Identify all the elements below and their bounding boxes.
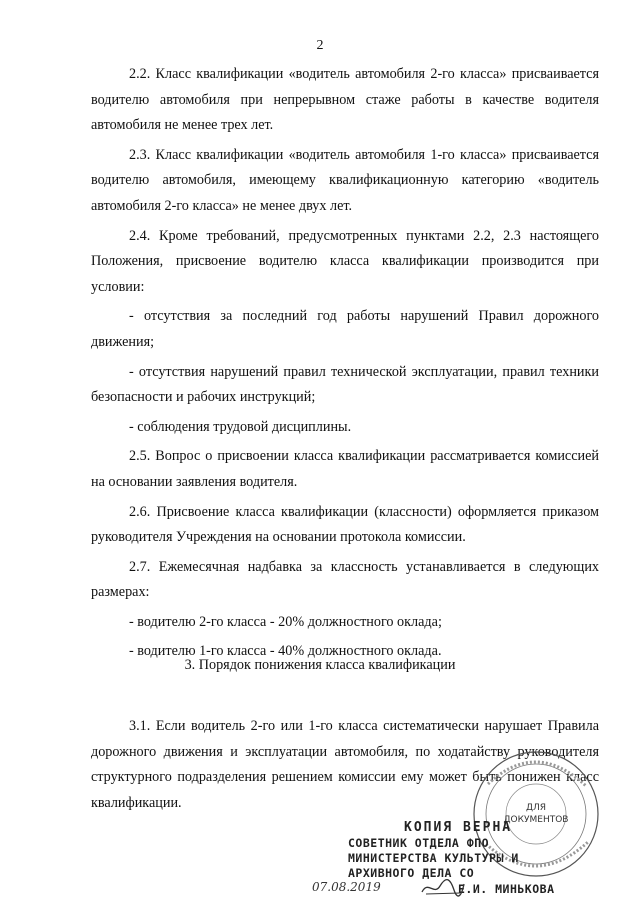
handwritten-date: 07.08.2019 bbox=[312, 880, 381, 894]
stamp-position-line: СОВЕТНИК ОТДЕЛА ФПО bbox=[348, 836, 490, 850]
paragraph-2-2: 2.2. Класс квалификации «водитель автомобиля 2-го класса» присваивается водителю автомобиля при непрерывном стаже работы в качестве водителя автомобиля не менее трех лет. bbox=[91, 66, 599, 134]
list-item: - отсутствия за последний год работы нарушений Правил дорожного движения; bbox=[91, 308, 599, 350]
list-item: - водителю 1-го класса - 40% должностного оклада. bbox=[129, 643, 442, 660]
paragraph-2-3: 2.3. Класс квалификации «водитель автомобиля 1-го класса» присваивается водителю автомобиля, имеющему квалификационную категорию «водитель автомобиля 2-го класса» не менее двух лет. bbox=[91, 146, 599, 214]
paragraph-2-4: 2.4. Кроме требований, предусмотренных пунктами 2.2, 2.3 настоящего Положения, присвоение водителю класса квалификации производится при условии: bbox=[91, 227, 599, 295]
paragraph-2-5: 2.5. Вопрос о присвоении класса квалификации рассматривается комиссией на основании заявления водителя. bbox=[91, 448, 599, 490]
svg-text:ДЛЯ: ДЛЯ bbox=[525, 803, 547, 813]
list-item: - отсутствия нарушений правил технической эксплуатации, правил техники безопасности и рабочих инструкций; bbox=[91, 363, 599, 406]
signature-icon bbox=[420, 876, 466, 898]
paragraph-2-6: 2.6. Присвоение класса квалификации (классности) оформляется приказом руководителя Учреждения на основании протокола комиссии. bbox=[91, 503, 599, 546]
stamp-ministry-line: МИНИСТЕРСТВА КУЛЬТУРЫ И bbox=[348, 851, 519, 865]
stamp-copy-line: КОПИЯ ВЕРНА bbox=[404, 820, 513, 835]
section-title: 3. Порядок понижения класса квалификации bbox=[184, 657, 456, 673]
svg-text:ДОКУМЕНТОВ: ДОКУМЕНТОВ bbox=[503, 815, 569, 825]
page-number: 2 bbox=[316, 38, 324, 53]
paragraph-3-1: 3.1. Если водитель 2-го или 1-го класса систематически нарушает Правила дорожного движения и эксплуатации автомобиля, по ходатайству руководителя структурного подразделения решением комиссии ему может быть понижен класс квалификации. bbox=[91, 718, 599, 811]
paragraph-2-7: 2.7. Ежемесячная надбавка за классность устанавливается в следующих размерах: bbox=[91, 558, 599, 601]
stamp-department-line: АРХИВНОГО ДЕЛА СО bbox=[348, 866, 475, 880]
document-body bbox=[91, 62, 599, 669]
list-item: - водителю 2-го класса - 20% должностного оклада; bbox=[129, 613, 442, 630]
stamp-name-line: Е.И. МИНЬКОВА bbox=[458, 882, 555, 896]
list-item: - соблюдения трудовой дисциплины. bbox=[129, 418, 352, 435]
